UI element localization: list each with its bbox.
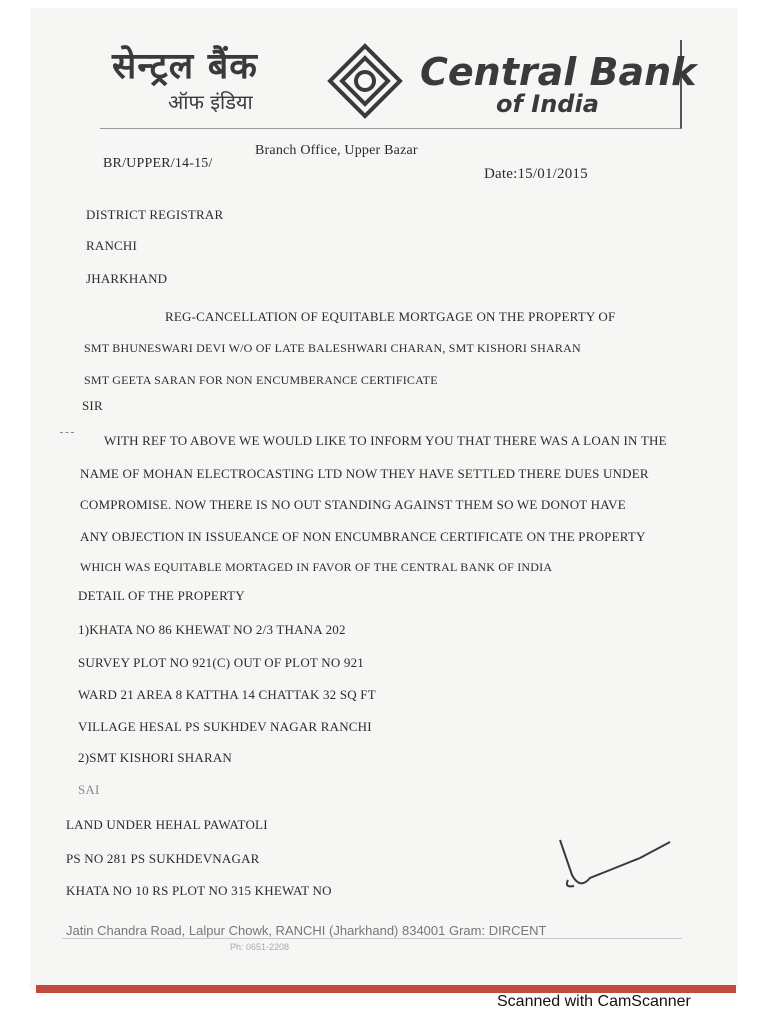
subject-line: REG-CANCELLATION OF EQUITABLE MORTGAGE ON THE PROPERTY OF <box>165 309 616 324</box>
detail-line-faded: SAI <box>78 782 100 797</box>
detail-line: PS NO 281 PS SUKHDEVNAGAR <box>66 851 260 866</box>
scan-bottom-edge <box>36 985 736 993</box>
letterhead-bank-name: Central Bank <box>420 50 697 94</box>
central-bank-logo-icon <box>326 42 404 120</box>
letter-date: Date:15/01/2015 <box>484 166 588 182</box>
addressee-line: DISTRICT REGISTRAR <box>86 207 224 222</box>
body-line: WITH REF TO ABOVE WE WOULD LIKE TO INFORM YOU THAT THERE WAS A LOAN IN THE <box>104 433 667 448</box>
body-line: WHICH WAS EQUITABLE MORTAGED IN FAVOR OF THE CENTRAL BANK OF INDIA <box>80 560 553 574</box>
footer-phone: Ph: 0651-2208 <box>230 942 290 952</box>
letterhead-hindi-name: सेन्ट्रल बैंक <box>112 46 258 87</box>
detail-line: 2)SMT KISHORI SHARAN <box>78 750 233 765</box>
details-heading: DETAIL OF THE PROPERTY <box>78 588 245 603</box>
body-line: NAME OF MOHAN ELECTROCASTING LTD NOW THEY HAVE SETTLED THERE DUES UNDER <box>80 466 649 481</box>
salutation: SIR <box>82 398 103 413</box>
detail-line: SURVEY PLOT NO 921(C) OUT OF PLOT NO 921 <box>78 655 364 670</box>
body-line: COMPROMISE. NOW THERE IS NO OUT STANDING AGAINST THEM SO WE DONOT HAVE <box>80 497 626 512</box>
letterhead-hindi-sub: ऑफ इंडिया <box>168 90 253 114</box>
subject-line: SMT BHUNESWARI DEVI W/O OF LATE BALESHWARI CHARAN, SMT KISHORI SHARAN <box>84 341 581 355</box>
addressee-line: JHARKHAND <box>86 271 168 286</box>
footer-rule <box>62 938 682 939</box>
camscanner-watermark: Scanned with CamScanner <box>497 993 691 1010</box>
body-line: ANY OBJECTION IN ISSUEANCE OF NON ENCUMBRANCE CERTIFICATE ON THE PROPERTY <box>80 529 646 544</box>
reference-number: BR/UPPER/14-15/ <box>103 156 213 171</box>
detail-line: KHATA NO 10 RS PLOT NO 315 KHEWAT NO <box>66 883 332 898</box>
footer-address: Jatin Chandra Road, Lalpur Chowk, RANCHI (Jharkhand) 834001 Gram: DIRCENT <box>66 923 547 938</box>
branch-office: Branch Office, Upper Bazar <box>255 143 418 158</box>
margin-mark <box>60 432 74 433</box>
subject-line: SMT GEETA SARAN FOR NON ENCUMBERANCE CERTIFICATE <box>84 373 438 387</box>
letterhead-bank-sub: of India <box>496 90 599 118</box>
detail-line: 1)KHATA NO 86 KHEWAT NO 2/3 THANA 202 <box>78 622 346 637</box>
signature-icon <box>550 830 680 900</box>
detail-line: LAND UNDER HEHAL PAWATOLI <box>66 817 268 832</box>
addressee-line: RANCHI <box>86 238 138 253</box>
detail-line: VILLAGE HESAL PS SUKHDEV NAGAR RANCHI <box>78 719 372 734</box>
detail-line: WARD 21 AREA 8 KATTHA 14 CHATTAK 32 SQ FT <box>78 687 376 702</box>
